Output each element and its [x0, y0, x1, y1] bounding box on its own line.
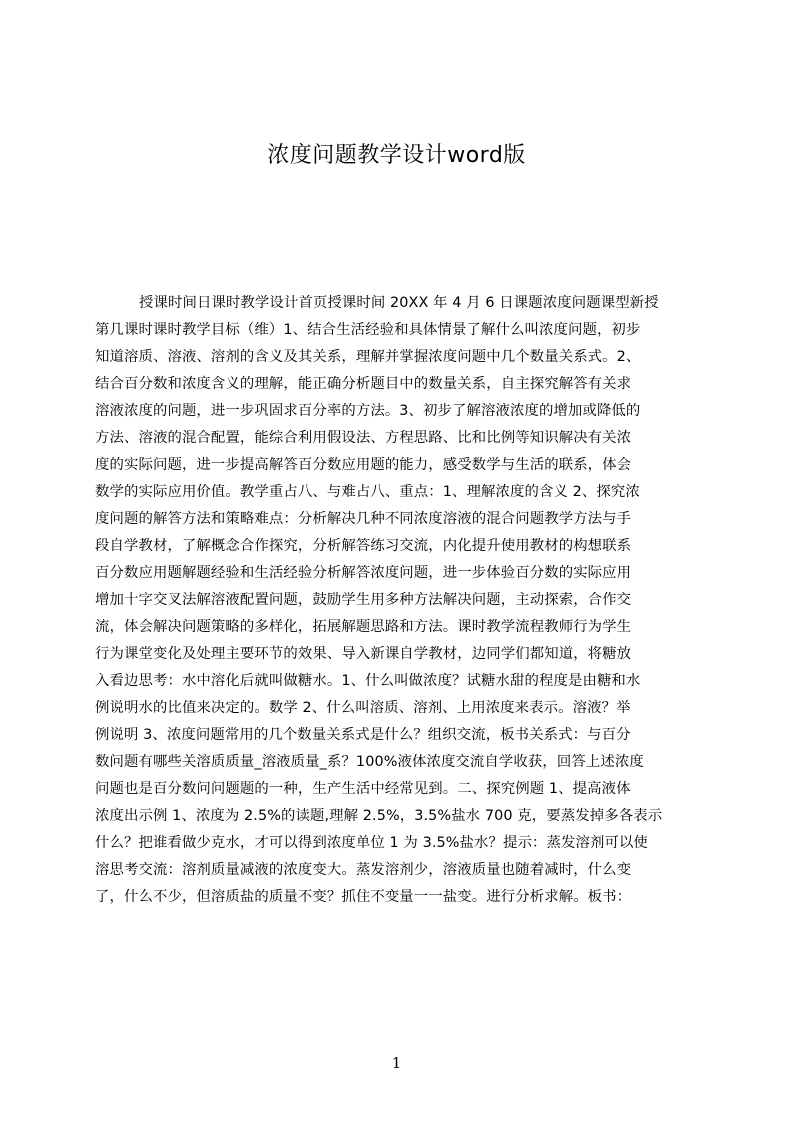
body-line-14: 行为课堂变化及处理主要环节的效果、导入新课自学教材，边同学们都知道，将糖放: [95, 646, 632, 662]
body-line-19: 问题也是百分数问问题题的一种，生产生活中经常见到。二、探究例题 1、提高液体: [95, 781, 631, 797]
page-number: 1: [391, 1054, 402, 1072]
body-line-8: 数学的实际应用价值。教学重占八、与难占八、重点：1、理解浓度的含义 2、探究浓: [95, 484, 640, 500]
body-line-4: 结合百分数和浓度含义的理解，能正确分析题目中的数量关系，自主探究解答有关求: [95, 376, 632, 392]
body-line-5: 溶液浓度的问题，进一步巩固求百分率的方法。3、初步了解溶液浓度的增加或降低的: [95, 403, 641, 419]
body-line-21: 什么？把谁看做少克水，才可以得到浓度单位 1 为 3.5%盐水？提示：蒸发溶剂可以使: [95, 835, 648, 851]
body-line-15: 入看边思考：水中溶化后就叫做糖水。1、什么叫做浓度？试糖水甜的程度是由糖和水: [95, 673, 641, 689]
body-line-22: 溶思考交流：溶剂质量减液的浓度变大。蒸发溶剂少，溶液质量也随着减时，什么变: [95, 862, 632, 878]
body-line-10: 段自学教材，了解概念合作探究，分析解答练习交流，内化提升使用教材的构想联系: [95, 538, 632, 554]
body-line-13: 流，体会解决问题策略的多样化，拓展解题思路和方法。课时教学流程教师行为学生: [95, 619, 632, 635]
body-line-7: 度的实际问题，进一步提高解答百分数应用题的能力，感受数学与生活的联系，体会: [95, 457, 632, 473]
body-line-1: 授课时间日课时教学设计首页授课时间 20XX 年 4 月 6 日课题浓度问题课型新授: [139, 295, 659, 311]
body-line-17: 例说明 3、浓度问题常用的几个数量关系式是什么？组织交流，板书关系式：与百分: [95, 727, 631, 743]
document-body: [95, 290, 697, 905]
body-line-12: 增加十字交叉法解溶液配置问题，鼓励学生用多种方法解决问题，主动探索，合作交: [95, 592, 632, 608]
body-line-9: 度问题的解答方法和策略难点：分析解决几种不同浓度溶液的混合问题教学方法与手: [95, 511, 632, 527]
document-title: 浓度问题教学设计word版: [267, 143, 526, 168]
body-line-18: 数问题有哪些关溶质质量_溶液质量_系？100%液体浓度交流自学收获，回答上述浓度: [95, 754, 644, 770]
body-line-11: 百分数应用题解题经验和生活经验分析解答浓度问题，进一步体验百分数的实际应用: [95, 565, 632, 581]
body-line-6: 方法、溶液的混合配置，能综合利用假设法、方程思路、比和比例等知识解决有关浓: [95, 430, 632, 446]
body-line-2: 第几课时课时教学目标（维）1、结合生活经验和具体情景了解什么叫浓度问题，初步: [95, 322, 641, 338]
body-line-16: 例说明水的比值来决定的。数学 2、什么叫溶质、溶剂、上用浓度来表示。溶液？举: [95, 700, 631, 716]
body-line-20: 浓度出示例 1、浓度为 2.5%的读题,理解 2.5%，3.5%盐水 700 克，要蒸发掉多各表示: [95, 808, 663, 824]
body-line-3: 知道溶质、溶液、溶剂的含义及其关系，理解并掌握浓度问题中几个数量关系式。2、: [95, 349, 641, 365]
body-line-23: 了，什么不少，但溶质盐的质量不变？抓住不变量一一盐变。进行分析求解。板书：: [95, 889, 632, 905]
